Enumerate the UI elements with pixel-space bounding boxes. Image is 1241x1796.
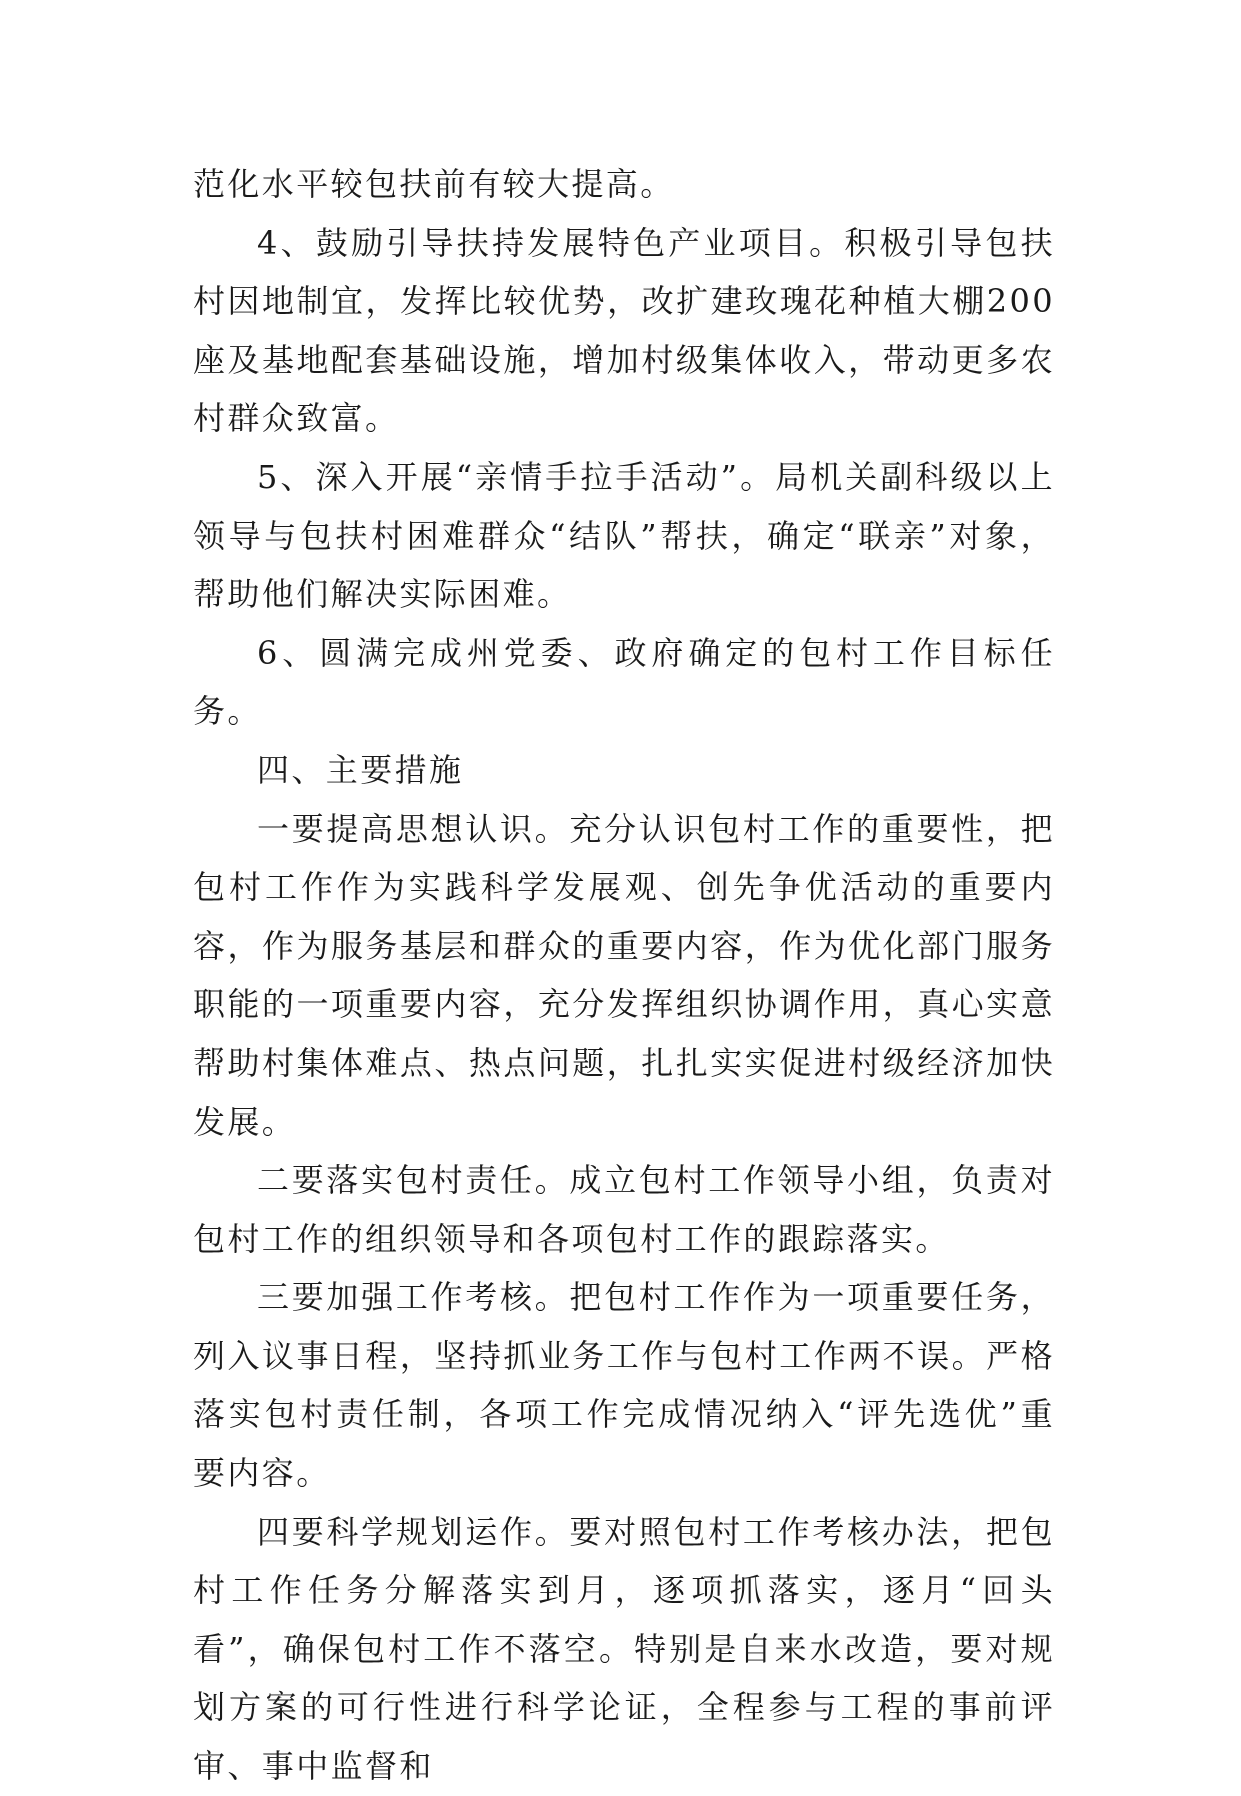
- paragraph-measure-4: 四要科学规划运作。要对照包村工作考核办法，把包村工作任务分解落实到月，逐项抓落实，逐月“回头看”，确保包村工作不落空。特别是自来水改造，要对规划方案的可行性进行科学论证，全程参与工程的事前评审、事中监督和: [193, 1512, 1055, 1786]
- section-heading-main-measures: 四、主要措施: [257, 750, 464, 789]
- paragraph-measure-3: 三要加强工作考核。把包村工作作为一项重要任务，列入议事日程，坚持抓业务工作与包村工作两不误。严格落实包村责任制，各项工作完成情况纳入“评先选优”重要内容。: [193, 1278, 1055, 1493]
- paragraph-measure-1: 一要提高思想认识。充分认识包村工作的重要性，把包村工作作为实践科学发展观、创先争优活动的重要内容，作为服务基层和群众的重要内容，作为优化部门服务职能的一项重要内容，充分发挥组织协调作用，真心实意帮助村集体难点、热点问题，扎扎实实促进村级经济加快发展。: [193, 809, 1055, 1141]
- paragraph-measure-2: 二要落实包村责任。成立包村工作领导小组，负责对包村工作的组织领导和各项包村工作的跟踪落实。: [193, 1161, 1055, 1258]
- paragraph-item-4: 4、鼓励引导扶持发展特色产业项目。积极引导包扶村因地制宜，发挥比较优势，改扩建玫瑰花种植大棚200座及基地配套基础设施，增加村级集体收入，带动更多农村群众致富。: [193, 223, 1055, 438]
- paragraph-item-5: 5、深入开展“亲情手拉手活动”。局机关副科级以上领导与包扶村困难群众“结队”帮扶，确定“联亲”对象，帮助他们解决实际困难。: [193, 457, 1055, 614]
- paragraph-continuation: 范化水平较包扶前有较大提高。: [193, 165, 675, 203]
- paragraph-item-6: 6、圆满完成州党委、政府确定的包村工作目标任务。: [193, 633, 1055, 731]
- document-body: [193, 155, 1055, 1796]
